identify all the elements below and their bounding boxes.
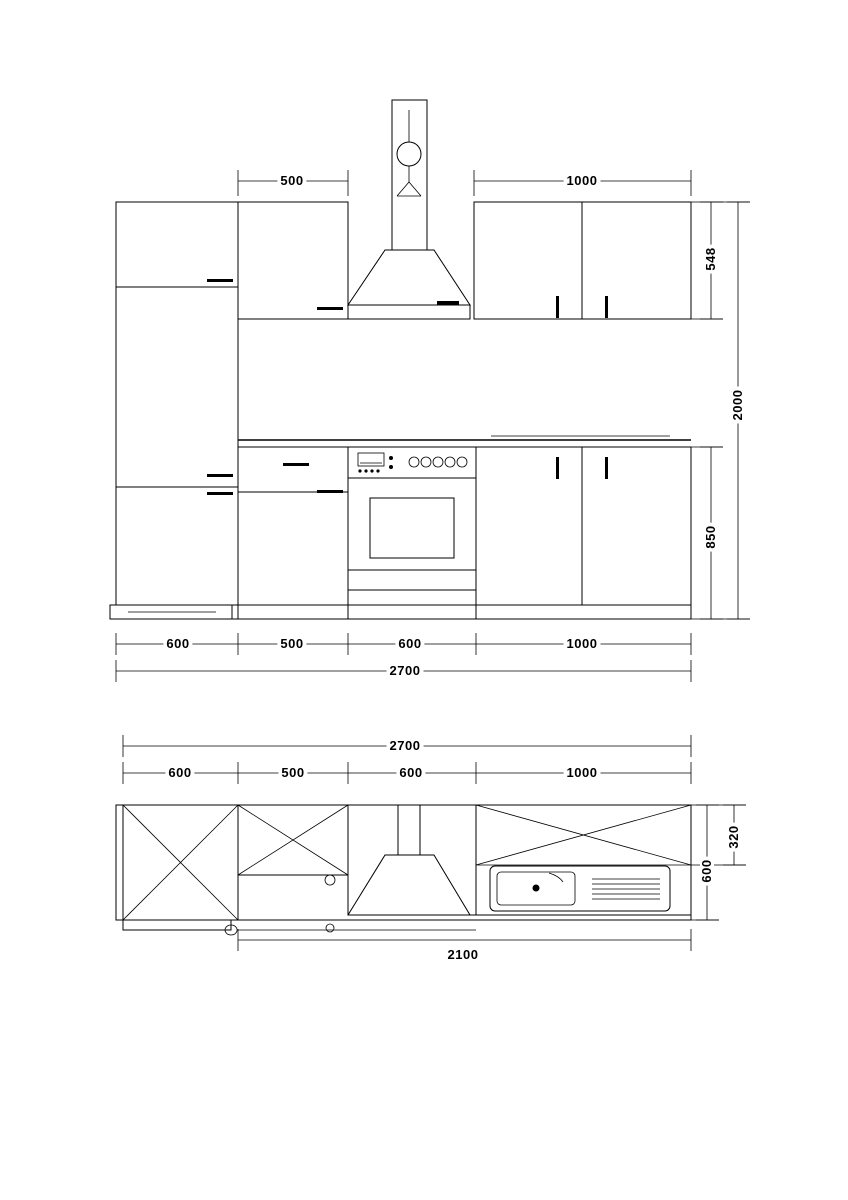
dimension-label-top-500: 500 [277,174,306,188]
dimension-label-bottom-500: 500 [277,637,306,651]
dimension-label-right-2000: 2000 [731,387,745,424]
elevation-worktop [238,436,691,447]
dimension-label-top-1000: 1000 [564,174,601,188]
dimension-label-plan-600-depth: 600 [700,856,714,885]
dimension-label-plan-320: 320 [727,822,741,851]
dimension-label-plan-600-b: 600 [396,766,425,780]
dimension-label-right-850: 850 [704,522,718,551]
plan-view [116,805,691,935]
dimension-label-plan-600-a: 600 [165,766,194,780]
dimension-label-plan-1000: 1000 [564,766,601,780]
dimension-label-overall-2700-elevation: 2700 [387,664,424,678]
dimension-label-right-548: 548 [704,244,718,273]
dimension-label-plan-overall-2700: 2700 [387,739,424,753]
elevation-range-hood [348,100,470,319]
elevation-plinth [110,605,691,619]
dimension-label-plan-2100: 2100 [445,948,482,962]
dimension-label-plan-500: 500 [278,766,307,780]
dimension-label-bottom-1000: 1000 [564,637,601,651]
dimension-label-bottom-600-b: 600 [395,637,424,651]
dimension-label-bottom-600-a: 600 [163,637,192,651]
